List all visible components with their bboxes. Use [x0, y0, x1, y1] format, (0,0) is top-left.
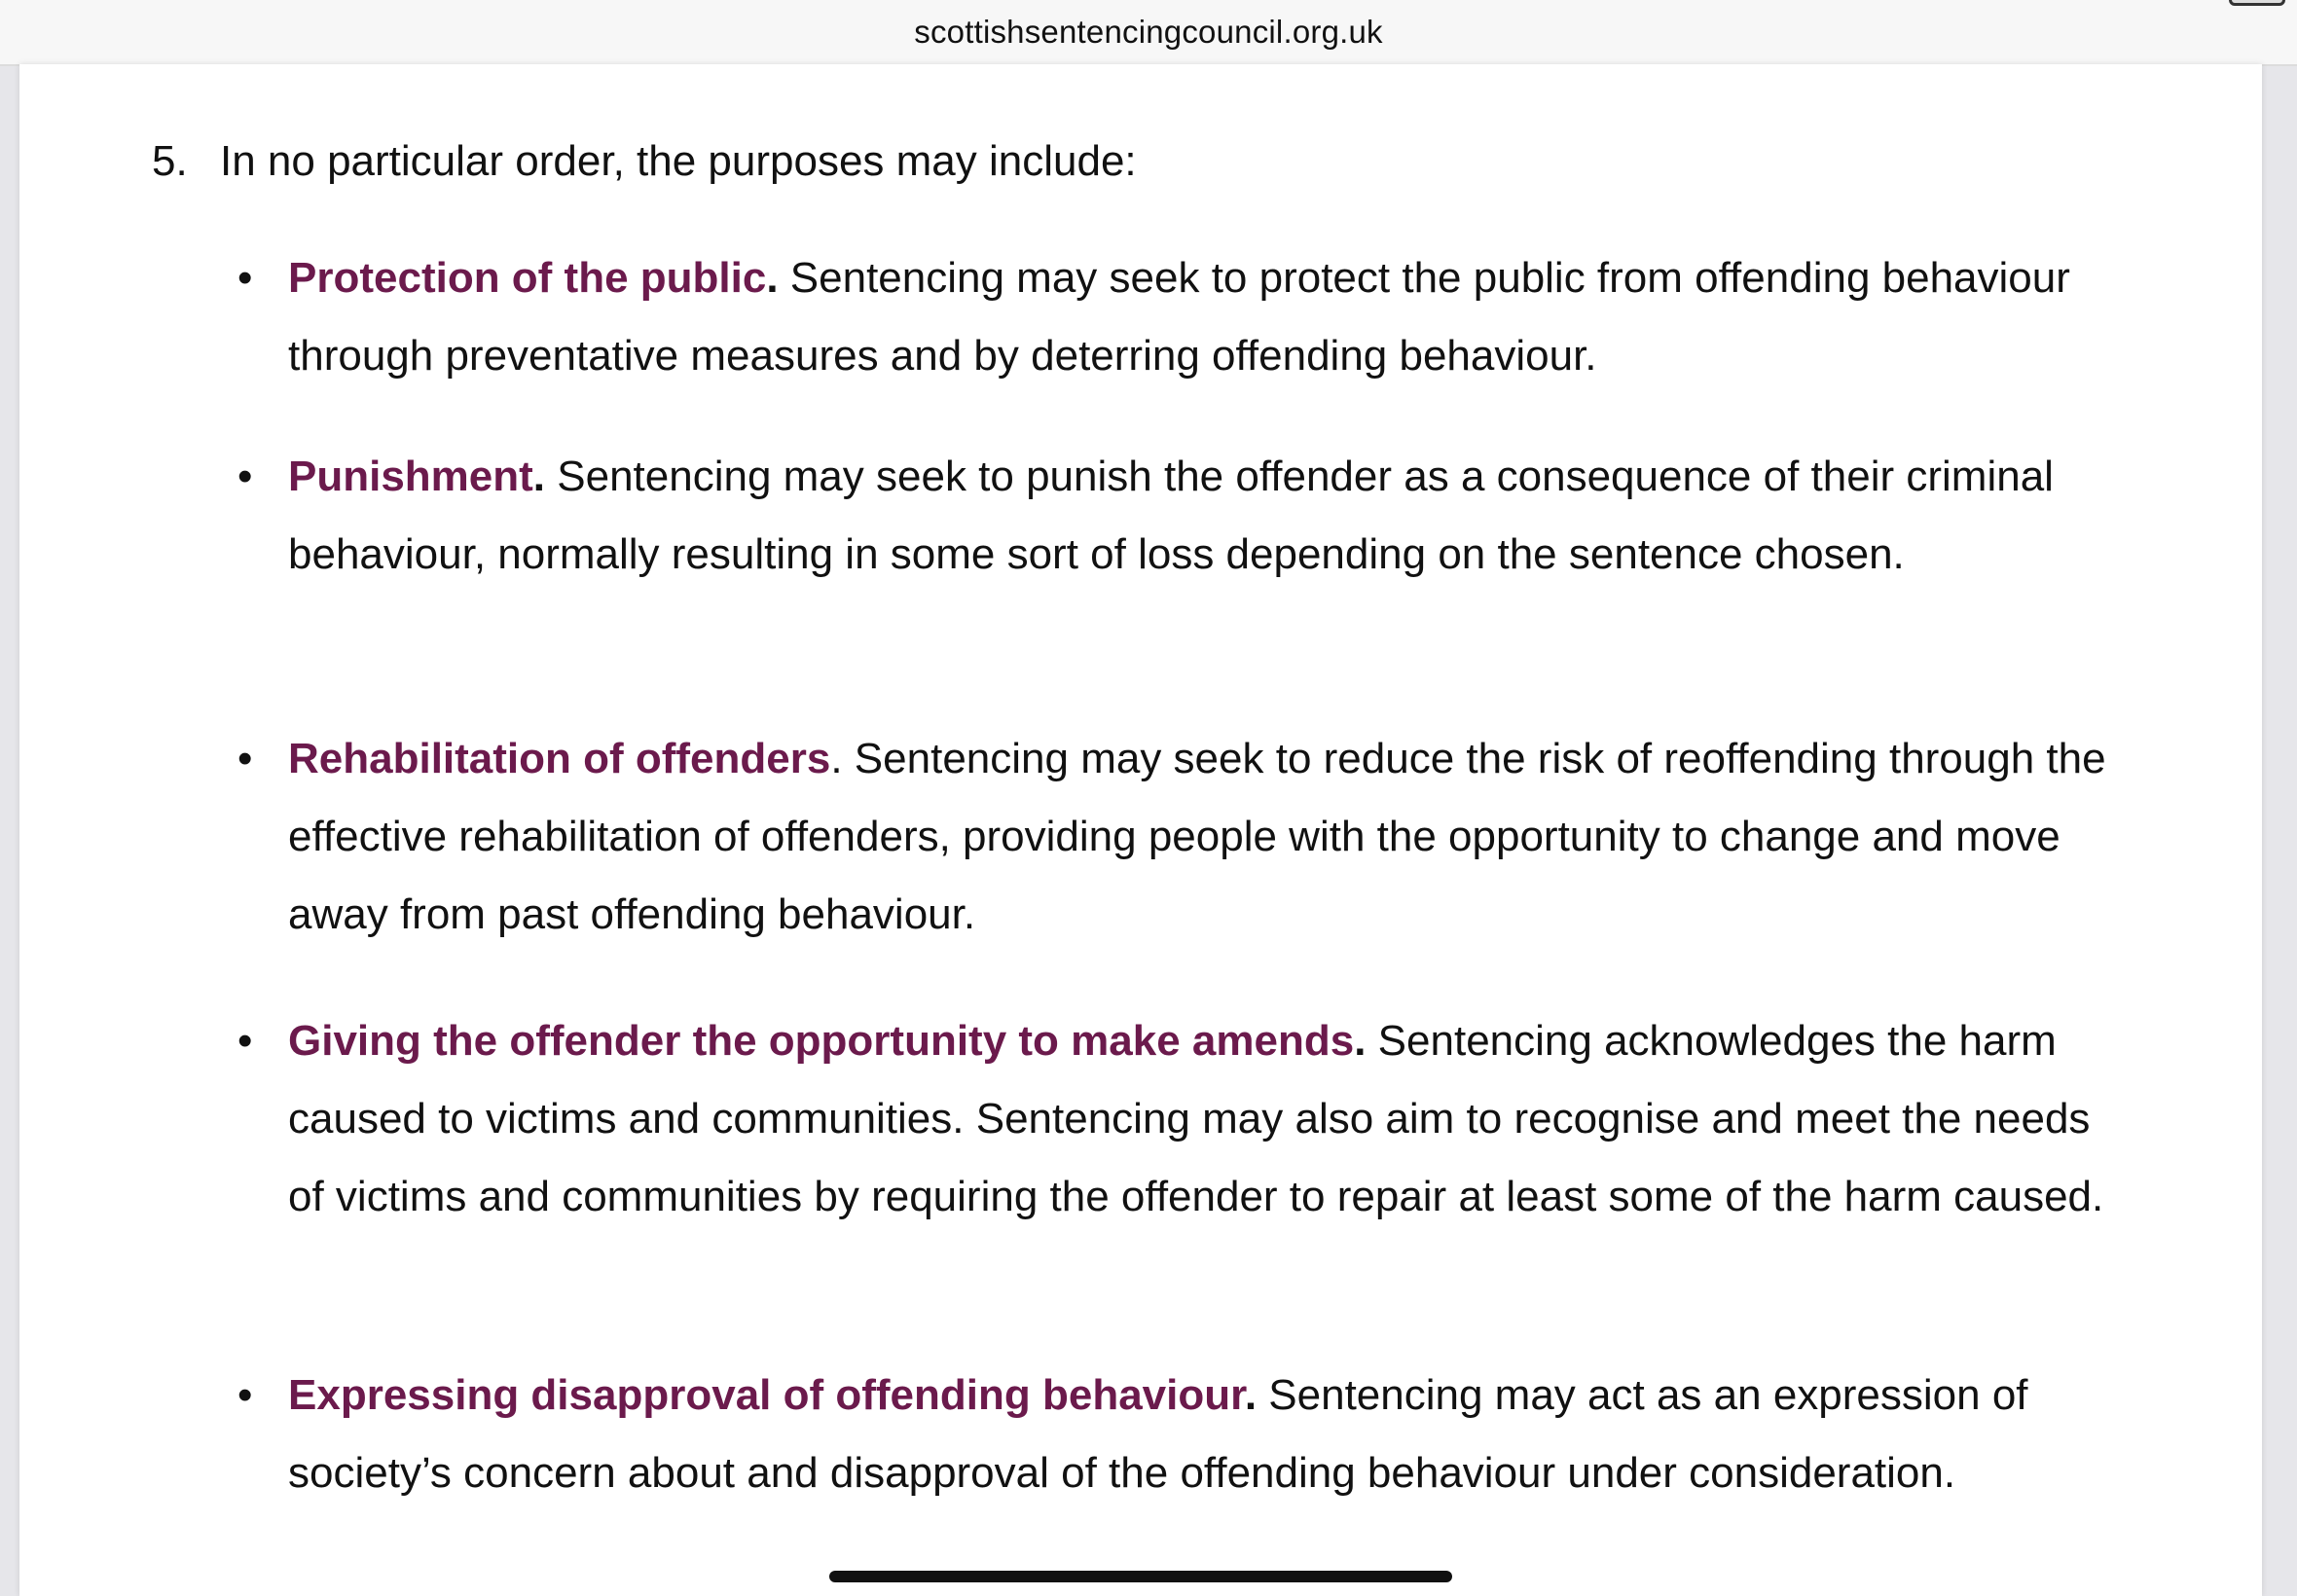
list-item-term-punct: .: [1244, 1371, 1258, 1419]
list-item-term-punct: .: [532, 453, 546, 500]
status-time-cutoff: [0, 0, 8, 14]
list-item-term-punct: .: [1354, 1017, 1367, 1065]
list-item-disapproval: [237, 1357, 2137, 1512]
list-item-punishment: [237, 438, 2137, 594]
battery-icon: [2229, 0, 2285, 6]
wifi-icon: [2182, 0, 2215, 8]
intro-text: In no particular order, the purposes may include:: [220, 137, 1137, 185]
list-item-term: Punishment: [288, 453, 533, 500]
status-icons: [2182, 0, 2285, 8]
list-item-term: Protection of the public: [288, 254, 767, 302]
list-item-term-punct: .: [766, 254, 779, 302]
bullet-icon: •: [237, 1017, 253, 1065]
bullet-icon: •: [237, 453, 253, 500]
url-bar[interactable]: scottishsentencingcouncil.org.uk: [914, 14, 1383, 50]
list-item-amends: [237, 1002, 2137, 1236]
home-indicator[interactable]: [829, 1571, 1452, 1582]
browser-top-bar: [0, 0, 2297, 66]
bullet-icon: •: [237, 254, 253, 302]
list-item-rehabilitation: [237, 720, 2137, 954]
list-item-term: Giving the offender the opportunity to make amends: [288, 1017, 1355, 1065]
document-page: [19, 64, 2262, 1596]
list-item-term: Rehabilitation of offenders: [288, 735, 831, 782]
intro-number: 5.: [152, 137, 188, 185]
list-item-text: Sentencing may seek to protect the public from offending behaviour through preventative measures and by deterring offending behaviour.: [288, 254, 2070, 380]
list-item-text: Sentencing acknowledges the harm caused to victims and communities. Sentencing may also aim to recognise and meet the needs of victims and communities by requiring the offender to repair at least some of the harm caused.: [288, 1017, 2104, 1220]
list-item-text: Sentencing may seek to punish the offender as a consequence of their criminal behaviour, normally resulting in some sort of loss depending on the sentence chosen.: [288, 453, 2054, 578]
intro-paragraph: [152, 132, 1137, 191]
bullet-icon: •: [237, 1371, 253, 1419]
bullet-icon: •: [237, 735, 253, 782]
list-item-term: Expressing disapproval of offending behaviour: [288, 1371, 1245, 1419]
list-item-protection: [237, 239, 2137, 395]
list-item-text: . Sentencing may seek to reduce the risk of reoffending through the effective rehabilitation of offenders, providing people with the opportunity to change and move away from past offending behaviour.: [288, 735, 2106, 938]
list-item-text: Sentencing may act as an expression of society’s concern about and disapproval of the offending behaviour under consideration.: [288, 1371, 2028, 1497]
